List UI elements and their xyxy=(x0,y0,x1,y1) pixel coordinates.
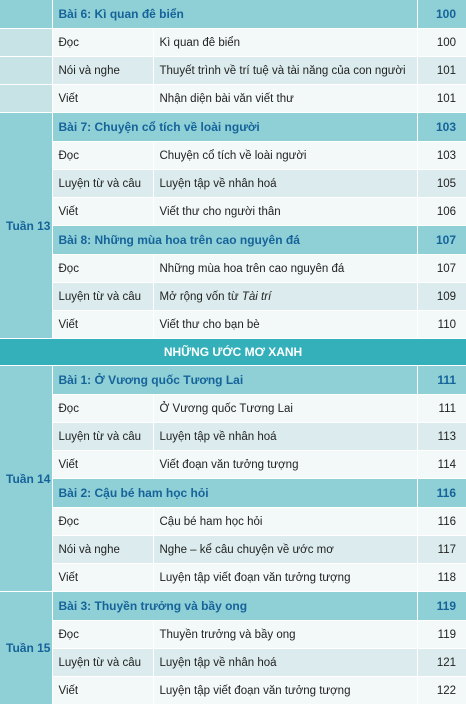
table-row xyxy=(0,649,466,677)
page-number: 101 xyxy=(417,57,466,85)
activity-type: Đọc xyxy=(52,142,153,170)
table-row xyxy=(0,536,466,564)
table-row xyxy=(0,198,466,226)
activity-content: Luyện tập về nhân hoá xyxy=(153,423,417,451)
page-number: 100 xyxy=(417,29,466,57)
lesson-row xyxy=(0,479,466,508)
activity-type: Viết xyxy=(52,677,153,705)
activity-type: Đọc xyxy=(52,255,153,283)
activity-content: Viết thư cho người thân xyxy=(153,198,417,226)
activity-type: Đọc xyxy=(52,508,153,536)
activity-type: Viết xyxy=(52,311,153,339)
activity-content: Luyện tập về nhân hoá xyxy=(153,170,417,198)
table-row xyxy=(0,423,466,451)
activity-type: Viết xyxy=(52,85,153,113)
week-label: Tuần 15 xyxy=(0,592,52,705)
lesson-page: 111 xyxy=(417,366,466,395)
table-row xyxy=(0,508,466,536)
activity-type: Đọc xyxy=(52,395,153,423)
page-number: 121 xyxy=(417,649,466,677)
activity-content: Viết đoạn văn tưởng tượng xyxy=(153,451,417,479)
page-number: 116 xyxy=(417,508,466,536)
table-row xyxy=(0,621,466,649)
week-cell-empty xyxy=(0,0,52,29)
page-number: 109 xyxy=(417,283,466,311)
lesson-row xyxy=(0,113,466,142)
activity-type: Luyện từ và câu xyxy=(52,283,153,311)
activity-content: Kì quan đê biển xyxy=(153,29,417,57)
activity-type: Luyện từ và câu xyxy=(52,649,153,677)
lesson-page: 116 xyxy=(417,479,466,508)
page-number: 119 xyxy=(417,621,466,649)
activity-type: Luyện từ và câu xyxy=(52,423,153,451)
table-row xyxy=(0,57,466,85)
week-label: Tuần 14 xyxy=(0,366,52,592)
page-number: 114 xyxy=(417,451,466,479)
content-prefix: Mở rộng vốn từ xyxy=(159,290,242,303)
table-row xyxy=(0,311,466,339)
lesson-page: 107 xyxy=(417,226,466,255)
page-number: 113 xyxy=(417,423,466,451)
activity-type: Nói và nghe xyxy=(52,536,153,564)
page-number: 117 xyxy=(417,536,466,564)
table-row xyxy=(0,85,466,113)
week-cell-empty xyxy=(0,85,52,113)
activity-content: Nghe – kể câu chuyện về ước mơ xyxy=(153,536,417,564)
page-number: 122 xyxy=(417,677,466,705)
week-cell-empty xyxy=(0,57,52,85)
lesson-row xyxy=(0,366,466,395)
lesson-title: Bài 8: Những mùa hoa trên cao nguyên đá xyxy=(52,226,417,255)
table-row xyxy=(0,677,466,705)
page-number: 105 xyxy=(417,170,466,198)
section-row xyxy=(0,339,466,366)
lesson-title: Bài 2: Cậu bé ham học hỏi xyxy=(52,479,417,508)
page-number: 107 xyxy=(417,255,466,283)
lesson-row xyxy=(0,592,466,621)
table-row xyxy=(0,451,466,479)
activity-type: Luyện từ và câu xyxy=(52,170,153,198)
week-cell-empty xyxy=(0,29,52,57)
lesson-page: 103 xyxy=(417,113,466,142)
lesson-row xyxy=(0,226,466,255)
table-row xyxy=(0,142,466,170)
activity-type: Đọc xyxy=(52,621,153,649)
week-label: Tuần 13 xyxy=(0,113,52,339)
lesson-title: Bài 3: Thuyền trưởng và bầy ong xyxy=(52,592,417,621)
lesson-page: 100 xyxy=(417,0,466,29)
activity-content: Luyện tập về nhân hoá xyxy=(153,649,417,677)
activity-content: Ở Vương quốc Tương Lai xyxy=(153,395,417,423)
table-row xyxy=(0,564,466,592)
activity-type: Viết xyxy=(52,198,153,226)
lesson-title: Bài 1: Ở Vương quốc Tương Lai xyxy=(52,366,417,395)
activity-content xyxy=(153,283,417,311)
content-italic: Tài trí xyxy=(241,290,272,303)
activity-type: Đọc xyxy=(52,29,153,57)
lesson-title: Bài 6: Kì quan đê biển xyxy=(52,0,417,29)
lesson-page: 119 xyxy=(417,592,466,621)
section-title: NHỮNG ƯỚC MƠ XANH xyxy=(0,339,466,366)
activity-content: Thuyền trưởng và bầy ong xyxy=(153,621,417,649)
page-number: 106 xyxy=(417,198,466,226)
table-row xyxy=(0,283,466,311)
activity-content: Nhận diện bài văn viết thư xyxy=(153,85,417,113)
table-row xyxy=(0,170,466,198)
activity-type: Nói và nghe xyxy=(52,57,153,85)
page-number: 118 xyxy=(417,564,466,592)
activity-content: Cậu bé ham học hỏi xyxy=(153,508,417,536)
activity-content: Viết thư cho bạn bè xyxy=(153,311,417,339)
table-row xyxy=(0,29,466,57)
activity-content: Thuyết trình về trí tuệ và tài năng của con người xyxy=(153,57,417,85)
activity-content: Chuyện cổ tích về loài người xyxy=(153,142,417,170)
page-number: 101 xyxy=(417,85,466,113)
activity-content: Những mùa hoa trên cao nguyên đá xyxy=(153,255,417,283)
activity-content: Luyện tập viết đoạn văn tưởng tượng xyxy=(153,564,417,592)
activity-type: Viết xyxy=(52,451,153,479)
table-row xyxy=(0,255,466,283)
page-number: 110 xyxy=(417,311,466,339)
page-number: 103 xyxy=(417,142,466,170)
activity-content: Luyện tập viết đoạn văn tưởng tượng xyxy=(153,677,417,705)
activity-type: Viết xyxy=(52,564,153,592)
table-row xyxy=(0,395,466,423)
lesson-title: Bài 7: Chuyện cổ tích về loài người xyxy=(52,113,417,142)
page-number: 111 xyxy=(417,395,466,423)
lesson-row xyxy=(0,0,466,29)
